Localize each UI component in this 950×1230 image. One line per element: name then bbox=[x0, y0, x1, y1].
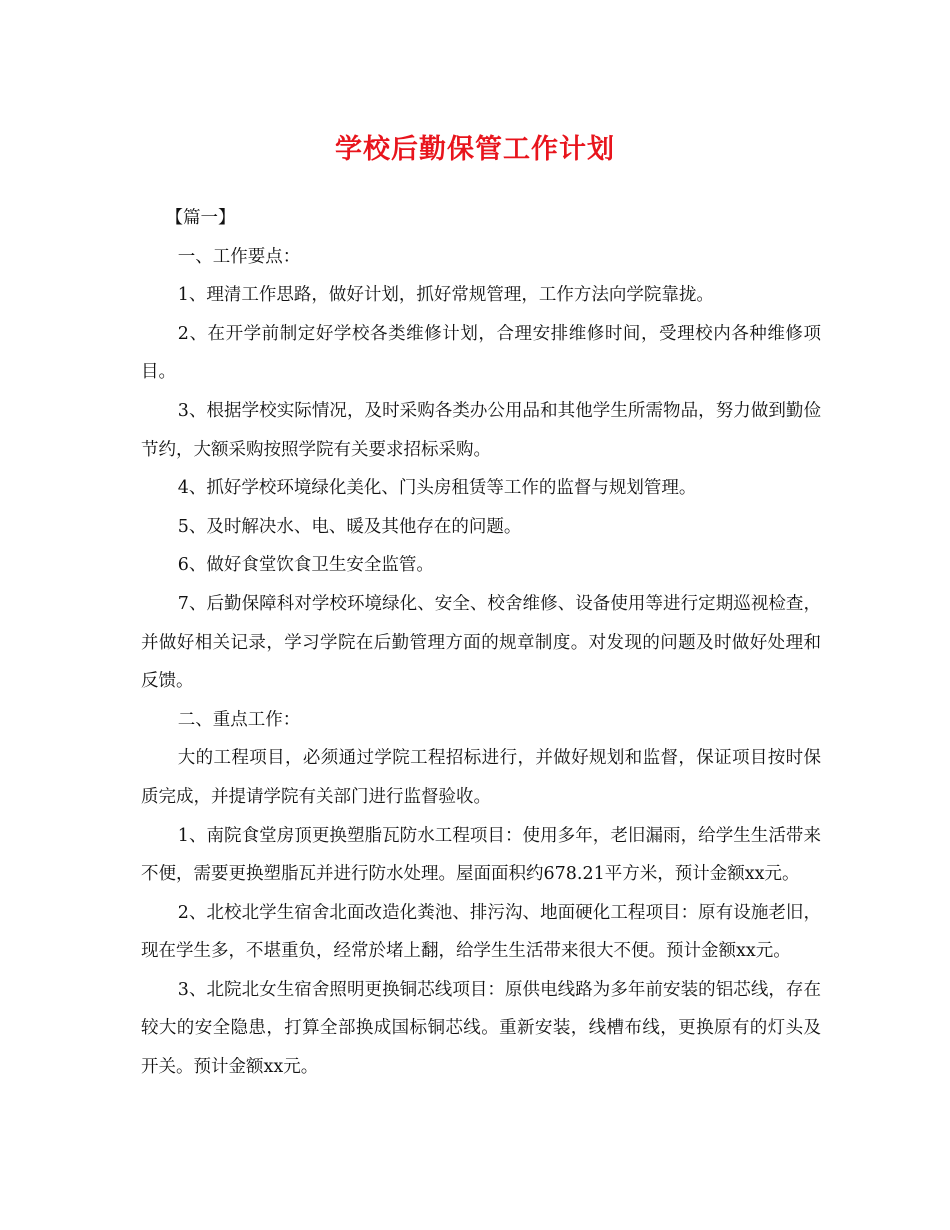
paragraph: 3、北院北女生宿舍照明更换铜芯线项目：原供电线路为多年前安装的铝芯线，存在较大的安全隐患，打算全部换成国标铜芯线。重新安装，线槽布线，更换原有的灯头及开关。预计金额xx元。 bbox=[141, 979, 821, 1078]
paragraph: 一、工作要点： bbox=[177, 246, 301, 267]
document-title: 学校后勤保管工作计划 bbox=[335, 134, 615, 165]
paragraph: 1、理清工作思路，做好计划，抓好常规管理，工作方法向学院靠拢。 bbox=[177, 285, 714, 306]
paragraph: 1、南院食堂房顶更换塑脂瓦防水工程项目：使用多年，老旧漏雨，给学生生活带来不便，需要更换塑脂瓦并进行防水处理。屋面面积约678.21平方米，预计金额xx元。 bbox=[141, 825, 821, 885]
paragraph: 6、做好食堂饮食卫生安全监管。 bbox=[177, 555, 434, 576]
paragraph: 4、抓好学校环境绿化美化、门头房租赁等工作的监督与规划管理。 bbox=[177, 478, 697, 499]
paragraph: 7、后勤保障科对学校环境绿化、安全、校舍维修、设备使用等进行定期巡视检查，并做好相关记录，学习学院在后勤管理方面的规章制度。对发现的问题及时做好处理和反馈。 bbox=[141, 593, 821, 692]
paragraph: 2、北校北学生宿舍北面改造化粪池、排污沟、地面硬化工程项目：原有设施老旧，现在学生多，不堪重负，经常於堵上翻，给学生生活带来很大不便。预计金额xx元。 bbox=[141, 902, 821, 962]
paragraph: 二、重点工作： bbox=[177, 709, 301, 730]
paragraph: 3、根据学校实际情况，及时采购各类办公用品和其他学生所需物品，努力做到勤俭节约，大额采购按照学院有关要求招标采购。 bbox=[141, 400, 821, 460]
section-marker: 【篇一】 bbox=[165, 208, 236, 228]
paragraph: 2、在开学前制定好学校各类维修计划，合理安排维修时间，受理校内各种维修项目。 bbox=[141, 323, 821, 383]
paragraph: 5、及时解决水、电、暖及其他存在的问题。 bbox=[177, 516, 522, 537]
paragraph: 大的工程项目，必须通过学院工程招标进行，并做好规划和监督，保证项目按时保质完成，并提请学院有关部门进行监督验收。 bbox=[141, 748, 821, 807]
document-body bbox=[141, 199, 821, 1087]
